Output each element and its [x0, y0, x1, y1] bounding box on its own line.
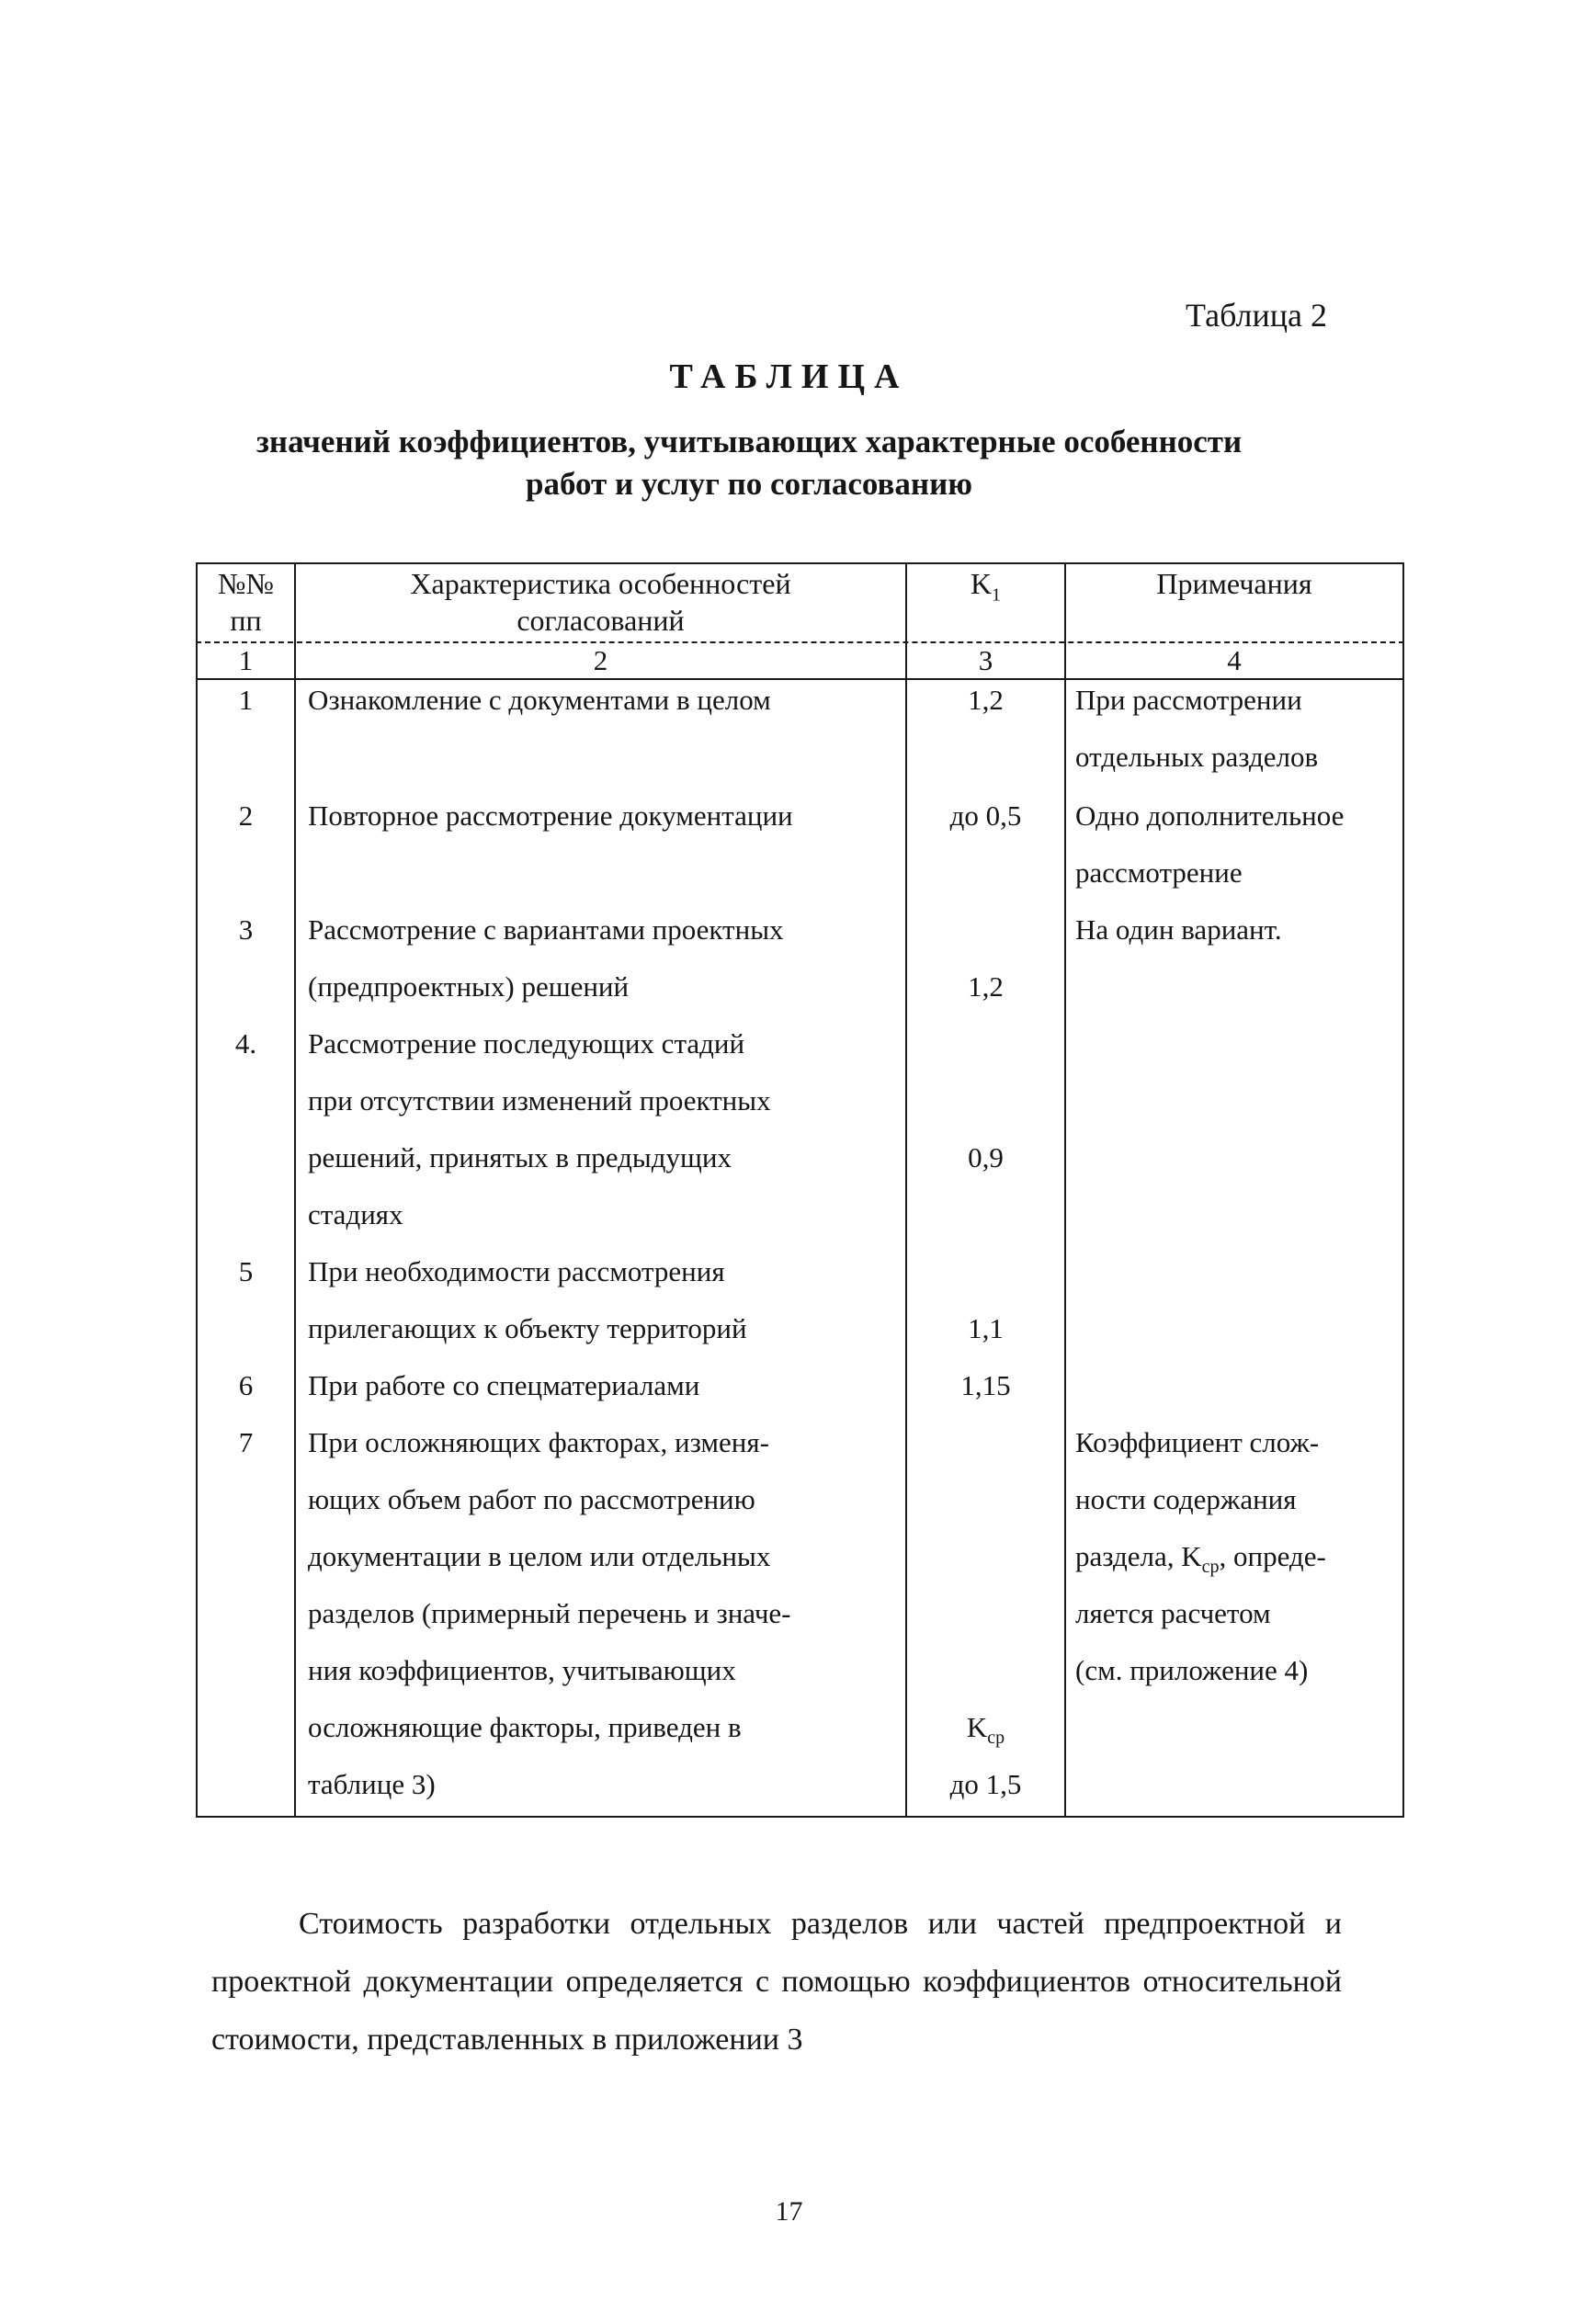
row-description — [308, 1015, 896, 1243]
row-description — [308, 796, 896, 836]
row-coefficient: 0,9 — [968, 1141, 1004, 1173]
row-number: 6 — [238, 1369, 254, 1401]
description-line: При необходимости рассмотрения — [308, 1255, 725, 1287]
row-description — [308, 901, 896, 1015]
description-line: таблице 3) — [308, 1768, 436, 1800]
column-divider — [1064, 562, 1066, 1818]
header-coef-symbol: K — [970, 567, 993, 600]
header-characteristic — [296, 565, 905, 639]
note-line: (см. приложение 4) — [1075, 1654, 1309, 1686]
row-description — [308, 1366, 896, 1406]
table-subtitle — [138, 421, 1360, 505]
row-note — [1075, 910, 1397, 950]
row-number: 5 — [238, 1255, 254, 1287]
row-description — [308, 1414, 896, 1813]
row-number: 3 — [238, 913, 254, 946]
paragraph-text: Стоимость разработки отдельных разделов или частей предпроектной и проектной документации определяется с помощью коэффициентов относительной стоимости, представленных в приложении 3 — [211, 1907, 1342, 2057]
column-number: 3 — [978, 644, 993, 676]
description-line: Повторное рассмотрение документации — [308, 799, 793, 832]
row-description — [308, 1243, 896, 1357]
row-number: 2 — [238, 799, 254, 832]
row-coefficient: 1,1 — [968, 1312, 1004, 1344]
description-line: Ознакомление с документами в целом — [308, 684, 771, 716]
description-line: решений, принятых в предыдущих — [308, 1141, 732, 1173]
table-number-label: Таблица 2 — [1186, 297, 1327, 334]
description-line: При осложняющих факторах, изменя- — [308, 1426, 769, 1458]
description-line: ния коэффициентов, учитывающих — [308, 1654, 736, 1686]
column-number: 1 — [238, 644, 254, 676]
note-text: раздела, K — [1075, 1540, 1202, 1572]
row-note — [1075, 672, 1397, 786]
table-title: ТАБЛИЦА — [669, 357, 909, 396]
header-characteristic-line2: согласований — [517, 604, 685, 637]
header-characteristic-line1: Характеристика особенностей — [410, 567, 791, 600]
description-line: Рассмотрение последующих стадий — [308, 1027, 745, 1060]
row-number: 1 — [238, 684, 254, 716]
page-number: 17 — [775, 2196, 803, 2227]
note-text: , опреде- — [1219, 1540, 1326, 1572]
coef-subscript: ср — [987, 1728, 1005, 1749]
description-line: Рассмотрение с вариантами проектных — [308, 913, 784, 946]
column-divider — [905, 562, 907, 1818]
column-number: 2 — [593, 644, 608, 676]
note-line: ляется расчетом — [1075, 1597, 1271, 1629]
row-note — [1075, 1414, 1402, 1699]
header-coef-subscript: 1 — [992, 584, 1002, 606]
note-line: Коэффициент слож- — [1075, 1426, 1320, 1458]
coef-letter: K — [966, 1711, 988, 1743]
row-coefficient: 1,2 — [968, 970, 1004, 1003]
row-coefficient: 1,15 — [960, 1369, 1011, 1401]
note-line: ности содержания — [1075, 1483, 1297, 1515]
header-num-line1: №№ — [217, 567, 275, 600]
description-line: ющих объем работ по рассмотрению — [308, 1483, 755, 1515]
row-coefficient — [907, 1699, 1064, 1813]
subtitle-line: значений коэффициентов, учитывающих характерные особенности — [255, 424, 1243, 459]
note-line: На один вариант. — [1075, 913, 1282, 946]
note-line — [1075, 1528, 1402, 1585]
coefficient-value: до 1,5 — [949, 1768, 1022, 1800]
header-notes: Примечания — [1156, 567, 1312, 600]
header-num — [198, 565, 294, 639]
row-description — [308, 680, 896, 720]
note-line: Одно дополнительное — [1075, 799, 1345, 832]
description-line: При работе со спецматериалами — [308, 1369, 700, 1401]
row-coefficient: 1,2 — [968, 684, 1004, 716]
row-number: 7 — [238, 1426, 254, 1458]
row-coefficient: до 0,5 — [949, 799, 1022, 832]
description-line: разделов (примерный перечень и значе- — [308, 1597, 791, 1629]
note-line: При рассмотрении — [1075, 684, 1302, 716]
description-line: (предпроектных) решений — [308, 970, 630, 1003]
column-number: 4 — [1227, 644, 1242, 676]
note-line: отдельных разделов — [1075, 741, 1319, 773]
subtitle-line: работ и услуг по согласованию — [526, 466, 972, 502]
description-line: при отсутствии изменений проектных — [308, 1084, 771, 1117]
row-note — [1075, 788, 1402, 901]
body-paragraph — [211, 1895, 1342, 2069]
header-coefficient — [907, 565, 1064, 606]
note-subscript: ср — [1201, 1557, 1220, 1578]
description-line: прилегающих к объекту территорий — [308, 1312, 747, 1344]
row-number: 4. — [234, 1027, 257, 1060]
coefficient-symbol — [907, 1699, 1064, 1756]
column-divider — [294, 562, 296, 1818]
description-line: осложняющие факторы, приведен в — [308, 1711, 742, 1743]
description-line: стадиях — [308, 1198, 403, 1230]
header-num-line2: пп — [230, 604, 262, 637]
description-line: документации в целом или отдельных — [308, 1540, 771, 1572]
note-line: рассмотрение — [1075, 856, 1243, 889]
